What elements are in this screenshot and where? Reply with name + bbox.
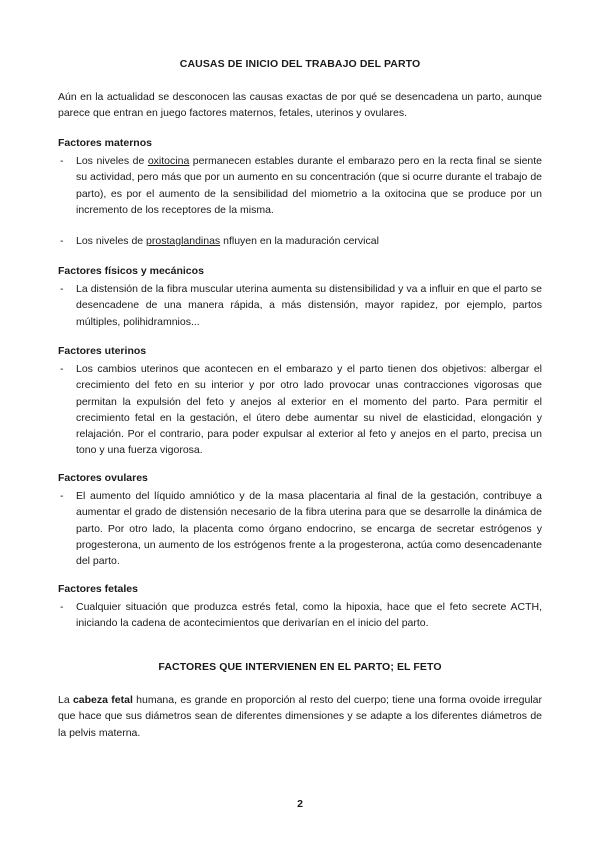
- final-paragraph: [58, 692, 542, 741]
- item-text: El aumento del líquido amniótico y de la masa placentaria al final de la gestación, contribuye a aumentar el grado de distensión necesario de la fibra uterina para que se desarrolle la dinámica de parto. Por otro lado, la placenta como órgano endocrino, se encarga de secretar estrógenos y progesterona, un aumento de los estrógenos frente a la progesterona, actúa como desencadenante del parto.: [76, 490, 542, 568]
- heading-factores-ovulares: Factores ovulares: [58, 472, 148, 484]
- item-text: Cualquier situación que produzca estrés fetal, como la hipoxia, hace que el feto secrete ACTH, iniciando la cadena de acontecimientos que derivarían en el inicio del parto.: [76, 601, 542, 630]
- heading-factores-uterinos: Factores uterinos: [58, 345, 147, 357]
- heading-factores-maternos: Factores maternos: [58, 137, 152, 149]
- list-item-prostaglandinas: [60, 233, 542, 249]
- item-text-post: nfluyen en la maduración cervical: [220, 235, 379, 247]
- item-text-pre: Los niveles de: [76, 155, 148, 167]
- section-title-feto: FACTORES QUE INTERVIENEN EN EL PARTO; EL FETO: [158, 661, 442, 673]
- bullet-dash: -: [60, 155, 64, 167]
- item-text: Los cambios uterinos que acontecen en el embarazo y el parto tienen dos objetivos: albergar el crecimiento del feto en su interior y por otro lado provocar unas contracciones vigorosas que permitan la expulsión del feto y anejos al exterior en el momento del parto. Para permitir el crecimiento fetal en la gestación, el útero debe aumentar su nivel de elasticidad, elongación y relajación. Por el contrario, para poder expulsar al exterior al feto y anejos en el parto, precisa un tono y una fuerza vigorosa.: [76, 363, 542, 457]
- heading-factores-fetales: Factores fetales: [58, 583, 138, 595]
- final-text-post: humana, es grande en proporción al resto del cuerpo; tiene una forma ovoide irregular que hace que sus diámetros sean de diferentes dimensiones y se adapte a los diferentes diámetros de la pelvis materna.: [58, 694, 542, 739]
- prostaglandinas-link[interactable]: prostaglandinas: [146, 235, 221, 247]
- heading-factores-fisicos: Factores físicos y mecánicos: [58, 265, 204, 277]
- item-text-pre: Los niveles de: [76, 235, 147, 247]
- list-item-distension: [60, 281, 542, 330]
- bullet-dash: -: [60, 490, 64, 502]
- page-number: 2: [297, 798, 303, 810]
- cabeza-fetal-term: cabeza fetal: [72, 694, 133, 706]
- item-text: La distensión de la fibra muscular uterina aumenta su distensibilidad y va a influir en que el parto se desencadene de una manera rápida, a más distensión, mayor rapidez, por ejemplo, partos múltiples, polihidramnios...: [76, 283, 542, 328]
- list-item-liquido-amniotico: [60, 488, 542, 569]
- oxitocina-link[interactable]: oxitocina: [147, 155, 190, 167]
- bullet-dash: -: [60, 601, 64, 613]
- bullet-dash: -: [60, 283, 64, 295]
- bullet-dash: -: [60, 235, 64, 247]
- intro-paragraph: Aún en la actualidad se desconocen las causas exactas de por qué se desencadena un parto, aunque parece que entran en juego factores maternos, fetales, uterinos y ovulares.: [58, 91, 542, 120]
- final-text-pre: La: [58, 694, 73, 706]
- list-item-oxitocina: [60, 153, 543, 218]
- bullet-dash: -: [60, 363, 64, 375]
- section-title-causas: CAUSAS DE INICIO DEL TRABAJO DEL PARTO: [179, 58, 421, 70]
- list-item-estres-fetal: [60, 599, 542, 632]
- list-item-cambios-uterinos: [60, 361, 542, 459]
- item-text-post: permanecen estables durante el embarazo pero en la recta final se siente su actividad, pero más que por un aumento en su concentración (que si ocurre durante el trabajo de parto), es por el aumento de la sensibilidad del miometrio a la oxitocina que se produce por un incremento de los receptores de la misma.: [76, 155, 543, 216]
